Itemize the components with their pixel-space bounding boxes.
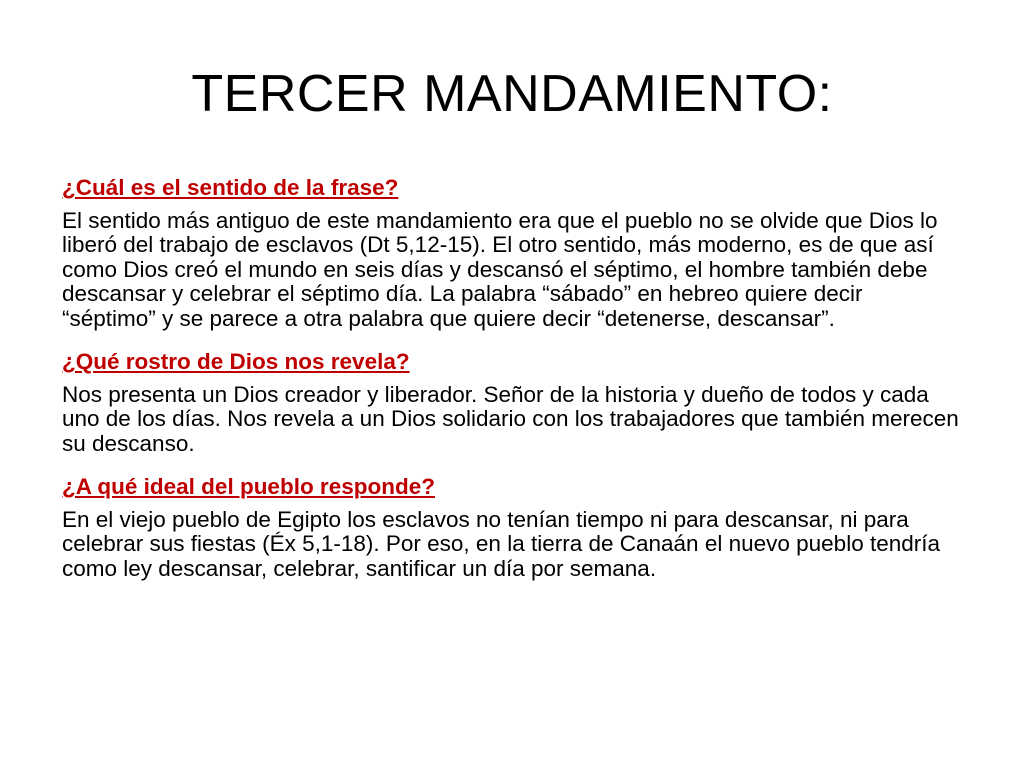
section-people-ideal bbox=[62, 475, 962, 581]
section-face-of-god bbox=[62, 350, 962, 456]
section-meaning bbox=[62, 176, 962, 331]
question-heading: ¿Cuál es el sentido de la frase? bbox=[62, 175, 399, 200]
question-heading: ¿Qué rostro de Dios nos revela? bbox=[62, 349, 410, 374]
slide-title: TERCER MANDAMIENTO: bbox=[191, 65, 833, 123]
answer-text: El sentido más antiguo de este mandamiento era que el pueblo no se olvide que Dios lo liberó del trabajo de esclavos (Dt 5,12-15). El otro sentido, más moderno, es de que así como Dios creó el mundo en seis días y descansó el séptimo, el hombre también debe descansar y celebrar el séptimo día. La palabra “sábado” en hebreo quiere decir “séptimo” y se parece a otra palabra que quiere decir “detenerse, descansar”. bbox=[62, 207, 938, 331]
answer-text: En el viejo pueblo de Egipto los esclavos no tenían tiempo ni para descansar, ni para celebrar sus fiestas (Éx 5,1-18). Por eso, en la tierra de Canaán el nuevo pueblo tendría como ley descansar, celebrar, santificar un día por semana. bbox=[62, 506, 941, 581]
slide-content bbox=[62, 176, 962, 581]
question-heading: ¿A qué ideal del pueblo responde? bbox=[62, 474, 435, 499]
answer-text: Nos presenta un Dios creador y liberador. Señor de la historia y dueño de todos y cada uno de los días. Nos revela a un Dios solidario con los trabajadores que también merecen su descanso. bbox=[62, 381, 959, 456]
